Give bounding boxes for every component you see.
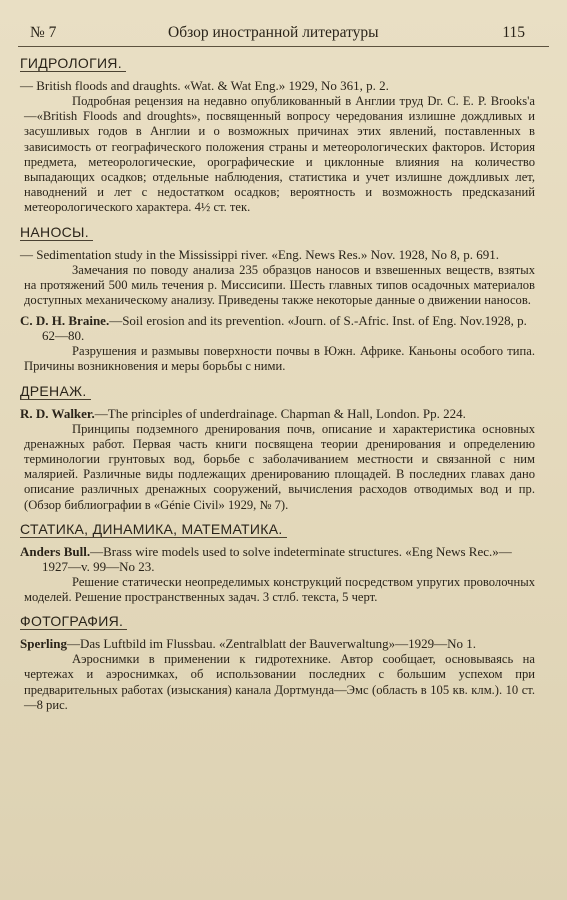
entry-citation (20, 636, 535, 651)
section-sediments (18, 216, 549, 375)
section-hydrology (18, 47, 549, 216)
entry-citation (20, 247, 535, 262)
entry-description: Замечания по поводу анализа 235 образцов наносов и взвешенных веществ, взятых на протяжений 500 миль течения р. Миссисипи. Шесть главных типов осадочных материалов доступных механическому анализу. Приведены также некоторые данные о движении наносов. (24, 262, 535, 308)
entry-citation (20, 313, 535, 343)
entry-description: Разрушения и размывы поверхности почвы в Южн. Африке. Каньоны особого типа. Причины возникновения и меры борьбы с ними. (24, 344, 535, 374)
entry-description: Решение статически неопределимых конструкций посредством упругих проволочных моделей. Решение пространственных задач. 3 стлб. текста, 5 черт. (24, 574, 535, 605)
section-title: ДРЕНАЖ. (20, 383, 91, 400)
entry-citation-text: —Brass wire models used to solve indeterminate structures. «Eng News Rec.»—1927—v. 99—No 23. (42, 543, 512, 574)
section-photography (18, 605, 549, 713)
issue-number: № 7 (30, 24, 57, 41)
journal-section-title: Обзор иностранной литературы (168, 24, 379, 41)
entry-author: Anders Bull. (20, 543, 91, 559)
running-header (18, 24, 549, 47)
section-title: СТАТИКА, ДИНАМИКА, МАТЕМАТИКА. (20, 521, 287, 538)
entry-citation (20, 78, 535, 93)
bibliography-entry (20, 313, 535, 374)
entry-description: Аэроснимки в применении к гидротехнике. Автор сообщает, основываясь на чертежах и аэроснимках, об использовании последних с большим успехом при предварительных работах (изыскания) канала Дортмунда—Эмс (область в 105 кв. клм.). 10 ст.—8 рис. (24, 652, 535, 712)
entry-citation-text: —Das Luftbild im Flussbau. «Zentralblatt der Bauverwaltung»—1929—No 1. (66, 636, 477, 652)
entry-author: Sperling (20, 636, 67, 652)
entry-citation-text: — Sedimentation study in the Mississippi river. «Eng. News Res.» Nov. 1928, No 8, p. 691. (20, 246, 500, 262)
entry-citation-text: — British floods and draughts. «Wat. & Wat Eng.» 1929, No 361, p. 2. (20, 78, 389, 93)
bibliography-entry (20, 636, 535, 713)
entry-citation (20, 406, 535, 421)
entry-description: Подробная рецензия на недавно опубликованный в Англии труд Dr. C. E. P. Brooks'a—«British Floods and droughts», посвященный вопросу чередования излишне дождливых и засушливых годов в Англии и о возможных причинах этих явлений, поставленных в зависимость от географического положения страны и метеорологических факторов. История предмета, метеорологические, орографические и циклонные влияния на количество выпадающих осадков; отдельные наблюдения, статистика и учет излишне дождливых лет, наводнений и лет с недостатком осадков; вероятность и возможность предсказаний метеорологического характера. 4½ ст. тек. (24, 94, 535, 215)
entry-author: C. D. H. Braine. (20, 313, 110, 329)
section-drainage (18, 375, 549, 513)
entry-author: R. D. Walker. (20, 405, 95, 421)
section-title: ФОТОГРАФИЯ. (20, 613, 127, 630)
entry-citation-text: —The principles of underdrainage. Chapman & Hall, London. Pp. 224. (94, 405, 466, 421)
page-number: 115 (502, 24, 525, 41)
entry-description: Принципы подземного дренирования почв, описание и характеристика основных дренажных работ. Первая часть книги посвящена теории дренирования и определению терминологии грунтовых вод, борьбе с заболачиванием местности и связанной с ним малярией. Различные виды подлежащих дренированию площадей. В последних главах дано описание различных дренажных сооружений, вычисления расходов отводимых вод и пр. (Обзор библиографии в «Génie Civil» 1929, № 7). (24, 421, 535, 512)
section-statics (18, 513, 549, 605)
bibliography-entry (20, 544, 535, 605)
bibliography-entry (20, 406, 535, 513)
bibliography-entry (20, 247, 535, 309)
section-title: НАНОСЫ. (20, 224, 93, 241)
entry-citation-text: —Soil erosion and its prevention. «Journ. of S.-Afric. Inst. of Eng. Nov.1928, p. 62—80. (42, 313, 527, 344)
section-title: ГИДРОЛОГИЯ. (20, 55, 126, 72)
entry-citation (20, 544, 535, 574)
bibliography-entry (20, 78, 535, 216)
